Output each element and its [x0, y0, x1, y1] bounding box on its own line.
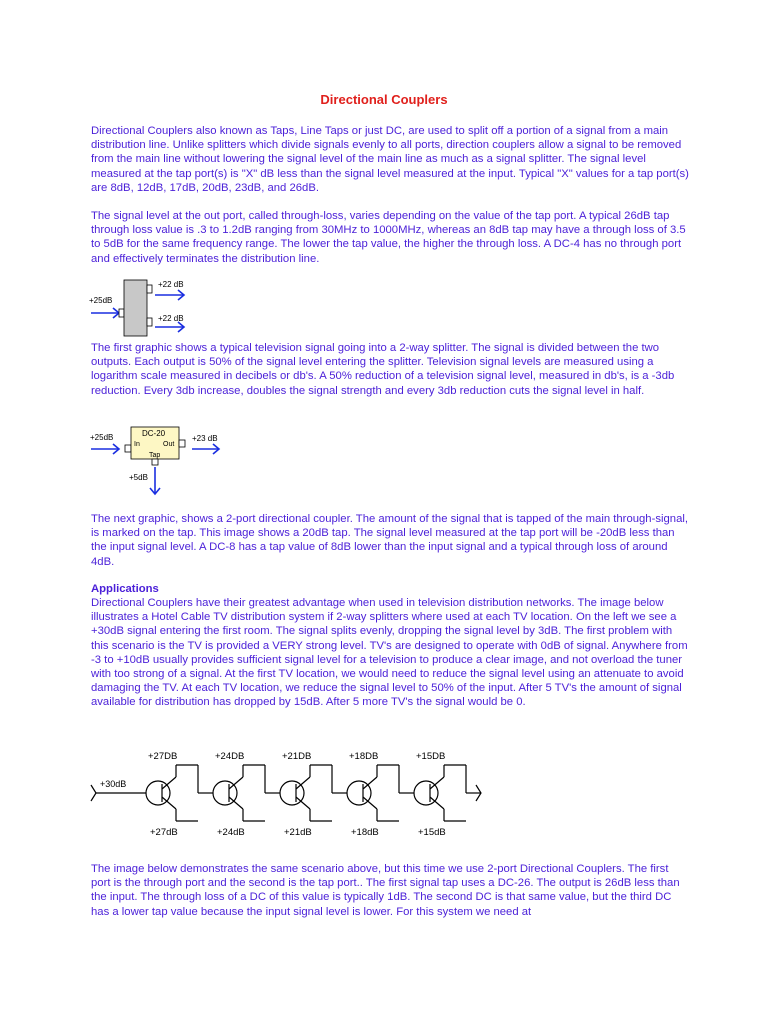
- applications-paragraph: Directional Couplers have their greatest advantage when used in television distribution networks. The image below illustrates a Hotel Cable TV distribution system if 2-way splitters where used at each TV location. On the left we see a +30dB signal entering the first room. The signal splits evenly, dropping the signal level by 3dB. The first problem with this scenario is the TV is provided a VERY strong level. TV's are designed to operate with 0dB of signal. Anywhere from -3 to +10dB usually provides sufficient signal level for a television to produce a clear image, and not overload the tuner with too strong of a signal. At the first TV location, we would need to reduce the signal level using an attenuate to avoid damaging the TV. At each TV location, we reduce the signal level to 50% of the input. After 5 TV's the amount of signal available for distribution has dropped by 15dB. After 5 more TV's the signal would be 0.: [91, 597, 688, 709]
- coupler-output-label: +23 dB: [192, 434, 218, 443]
- splitter-stage: [213, 751, 280, 838]
- stage-bottom-label: +21dB: [284, 827, 312, 838]
- bottom-output-arrow-icon: [155, 322, 184, 332]
- dc-system-paragraph: The image below demonstrates the same scenario above, but this time we use 2-port Directional Couplers. The first port is the through port and the second is the tap port.. The first signal tap uses a DC-26. The output is 26dB less than the input. The through loss of a DC of this value is typically 1dB. The second DC is that same value, but the third DC has a lower tap value because the input signal level is lower. For this system we need at: [91, 863, 680, 918]
- top-output-arrow-icon: [155, 290, 184, 300]
- stage-bottom-label: +27dB: [150, 827, 178, 838]
- coupler-in-label: In: [134, 441, 140, 448]
- coupler-tap-label: Tap: [149, 452, 161, 459]
- coupler-tap-arrow-icon: [150, 467, 160, 494]
- coupler-box-label: DC-20: [142, 429, 166, 438]
- stage-top-label: +24DB: [215, 751, 245, 762]
- stage-top-label: +15DB: [416, 751, 446, 762]
- chain-input-label: +30dB: [100, 779, 127, 789]
- coupler-input-label: +25dB: [90, 433, 114, 442]
- stage-bottom-label: +18dB: [351, 827, 379, 838]
- splitter-top-output-label: +22 dB: [158, 280, 184, 289]
- intro-paragraph: Directional Couplers also known as Taps, Line Taps or just DC, are used to split off a portion of a signal from a main distribution line. Unlike splitters which divide signals evenly to all ports, direction couplers allow a signal to be removed from the main line without lowering the signal level of the main line as much as a signal splitter. The signal level measured at the tap port(s) is "X" dB less than the signal level measured at the input. Typical "X" values for a tap port(s) are 8dB, 12dB, 17dB, 20dB, 23dB, and 26dB.: [91, 125, 689, 194]
- chain-input-connector-icon: [91, 785, 96, 801]
- coupler-tap-output-label: +5dB: [129, 473, 148, 482]
- stage-bottom-label: +24dB: [217, 827, 245, 838]
- coupler-input-arrow-icon: [91, 444, 119, 454]
- coupler-output-arrow-icon: [192, 444, 219, 454]
- stage-top-label: +21DB: [282, 751, 312, 762]
- splitter-stage: [414, 751, 481, 838]
- splitter-stage: [347, 751, 414, 838]
- splitter-input-label: +25dB: [89, 296, 113, 305]
- stage-top-label: +27DB: [148, 751, 178, 762]
- splitter-bottom-output-label: +22 dB: [158, 314, 184, 323]
- splitter-paragraph: The first graphic shows a typical television signal going into a 2-way splitter. The signal is divided between the two outputs. Each output is 50% of the signal level entering the splitter. Television signal levels are measured using a logarithm scale measured in decibels or db's. A 50% reduction of a television signal level, measured in db's, is a -3db reduction. Every 3db increase, doubles the signal strength and every 3db reduction cuts the signal level in half.: [91, 342, 675, 397]
- splitter-diagram: [85, 275, 205, 340]
- coupler-out-label: Out: [163, 441, 175, 448]
- applications-heading: Applications: [91, 583, 159, 595]
- coupler-paragraph: The next graphic, shows a 2-port directional coupler. The amount of the signal that is tapped of the main through-signal, is marked on the tap. This image shows a 20dB tap. The signal level measured at the tap port will be -20dB less than the input signal level. A DC-8 has a tap value of 8dB lower than the input signal and a typical through loss of around 4dB.: [91, 513, 688, 568]
- splitter-stage: [280, 751, 347, 838]
- splitter-box: [124, 280, 147, 336]
- through-loss-paragraph: The signal level at the out port, called through-loss, varies depending on the value of the tap port. A typical 26dB tap through loss value is .3 to 1.2dB ranging from 30MHz to 1000MHz, whereas an 8dB tap may have a through loss of 3.5 to 5dB for the same frequency range. The lower the tap value, the higher the through loss. A DC-4 has no through port and effectively terminates the distribution line.: [91, 210, 686, 265]
- splitter-chain-diagram: [88, 745, 488, 840]
- splitter-stage: [146, 751, 213, 838]
- stage-bottom-label: +15dB: [418, 827, 446, 838]
- page-title: Directional Couplers: [320, 92, 448, 107]
- stage-top-label: +18DB: [349, 751, 379, 762]
- input-arrow-icon: [91, 308, 119, 318]
- coupler-diagram: [85, 422, 235, 497]
